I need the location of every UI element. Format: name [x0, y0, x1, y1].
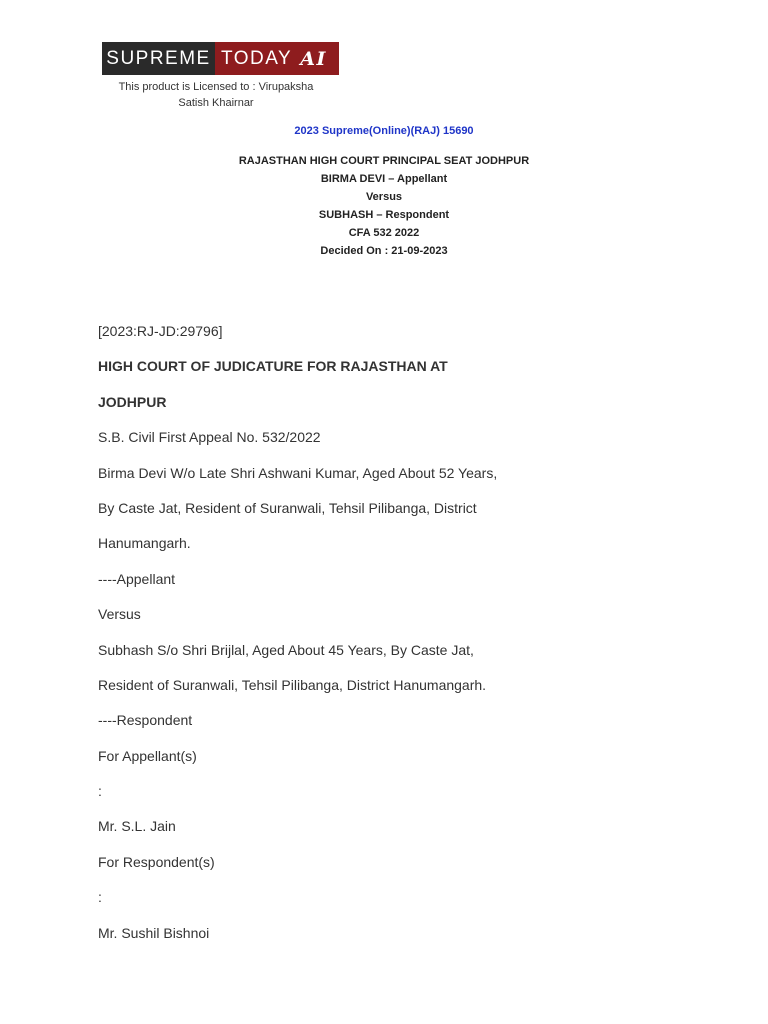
brand-logo	[102, 42, 339, 75]
respondent-tag: ----Respondent	[98, 712, 193, 729]
court-title-line-1: HIGH COURT OF JUDICATURE FOR RAJASTHAN AT	[98, 358, 448, 375]
appeal-number: S.B. Civil First Appeal No. 532/2022	[98, 429, 321, 446]
appellant-counsel: Mr. S.L. Jain	[98, 818, 176, 835]
citation-link[interactable]: 2023 Supreme(Online)(RAJ) 15690	[294, 125, 474, 137]
appellant-name: BIRMA DEVI – Appellant	[320, 173, 448, 185]
colon-separator: :	[98, 783, 102, 800]
court-title-line-2: JODHPUR	[98, 393, 167, 410]
appellant-details-line-1: Birma Devi W/o Late Shri Ashwani Kumar, Aged About 52 Years,	[98, 464, 498, 481]
for-respondent-label: For Respondent(s)	[98, 853, 215, 870]
neutral-citation: [2023:RJ-JD:29796]	[98, 323, 223, 339]
case-number: CFA 532 2022	[348, 227, 420, 239]
court-name: RAJASTHAN HIGH COURT PRINCIPAL SEAT JODHPUR	[238, 155, 530, 167]
license-line-2: Satish Khairnar	[178, 96, 254, 109]
respondent-details-line-1: Subhash S/o Shri Brijlal, Aged About 45 Years, By Caste Jat,	[98, 641, 474, 658]
decided-date: Decided On : 21-09-2023	[320, 245, 448, 257]
colon-separator: :	[98, 889, 102, 906]
respondent-details-line-2: Resident of Suranwali, Tehsil Pilibanga, District Hanumangarh.	[98, 676, 487, 693]
appellant-details-line-3: Hanumangarh.	[98, 535, 191, 552]
license-line-1: This product is Licensed to : Virupaksha	[118, 81, 314, 93]
logo-ai-text: AI	[300, 47, 327, 70]
appellant-tag: ----Appellant	[98, 570, 176, 587]
respondent-counsel: Mr. Sushil Bishnoi	[98, 924, 210, 941]
logo-today-segment	[215, 42, 339, 75]
case-header	[0, 152, 768, 260]
versus-text: Versus	[98, 606, 141, 623]
logo-supreme-text: SUPREME	[102, 42, 215, 75]
license-notice	[100, 80, 332, 111]
for-appellant-label: For Appellant(s)	[98, 747, 197, 764]
versus-label: Versus	[365, 191, 403, 203]
logo-today-text: TODAY	[221, 47, 293, 69]
appellant-details-line-2: By Caste Jat, Resident of Suranwali, Tehsil Pilibanga, District	[98, 499, 477, 516]
judgment-body	[98, 320, 698, 957]
respondent-name: SUBHASH – Respondent	[318, 209, 450, 221]
